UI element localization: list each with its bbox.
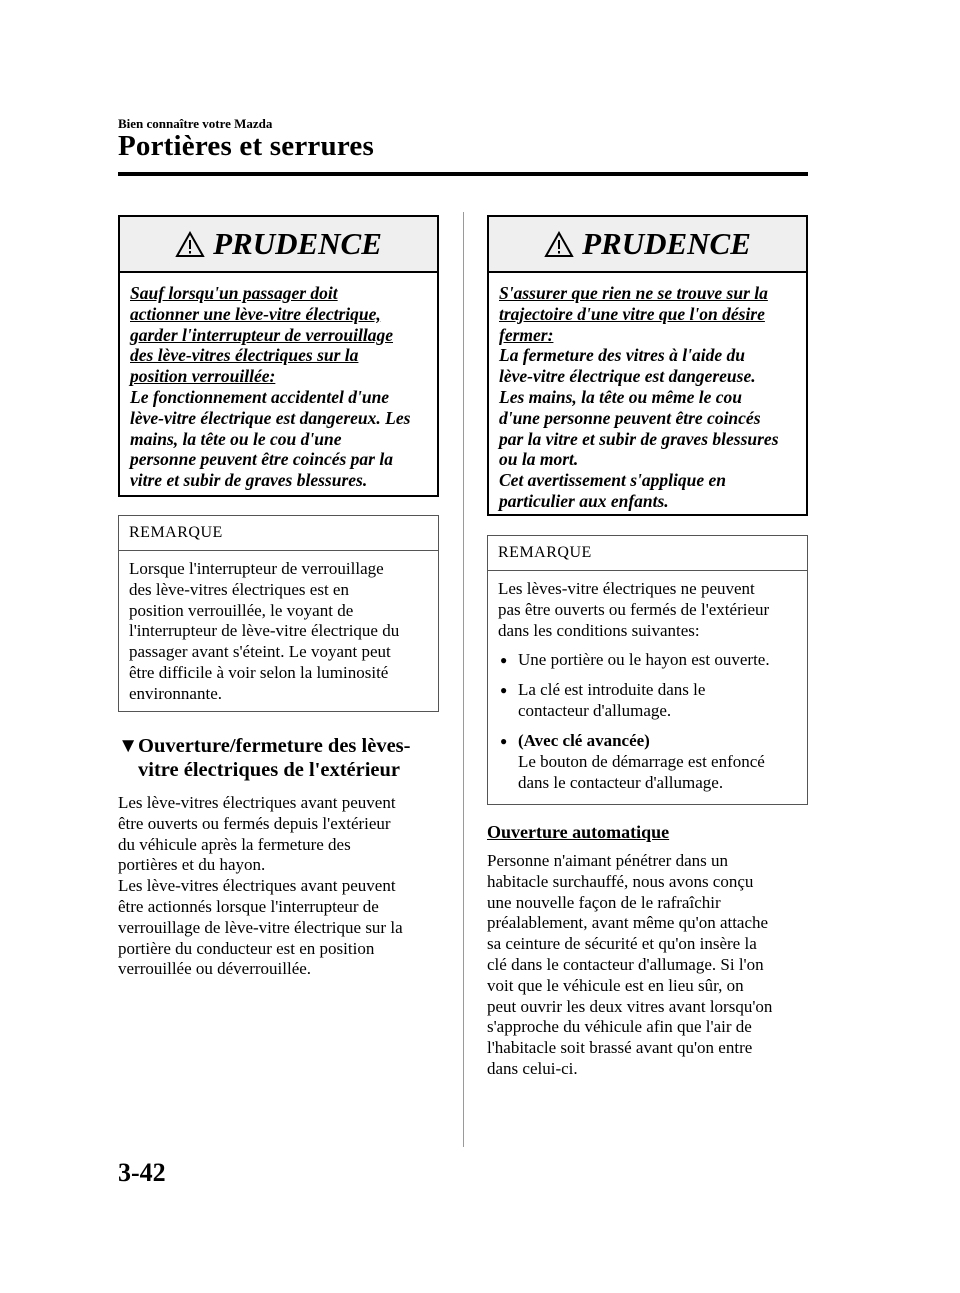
caution-header [489, 217, 806, 273]
body-line: voit que le véhicule est en lieu sûr, on [487, 975, 744, 995]
body-line: s'approche du véhicule afin que l'air de [487, 1017, 752, 1037]
bullet-icon: ● [500, 683, 508, 698]
bullet-item [498, 680, 799, 722]
note-title: REMARQUE [119, 516, 438, 551]
title-rule [118, 172, 808, 176]
body-paragraph-right [487, 851, 817, 1080]
note-title: REMARQUE [488, 536, 807, 571]
caution-text [120, 273, 437, 497]
subheading: Ouverture automatique [487, 822, 670, 842]
body-line: dans celui-ci. [487, 1058, 578, 1078]
caution-line: Les mains, la tête ou même le cou [499, 386, 743, 407]
bullet-line: Le bouton de démarrage est enfoncé [518, 751, 765, 771]
note-line: des lève-vitres électriques est en [129, 579, 349, 599]
note-line: environnante. [129, 683, 222, 703]
caution-box-right [487, 215, 808, 516]
caution-line: Sauf lorsqu'un passager doit [130, 283, 338, 303]
note-box-left [118, 515, 439, 712]
bullet-line: La clé est introduite dans le [518, 680, 706, 700]
body-line: l'habitacle soit brassé avant qu'on entre [487, 1038, 753, 1058]
caution-line: position verrouillée: [130, 366, 276, 387]
caution-title: PRUDENCE [582, 226, 751, 261]
page-title: Portières et serrures [118, 130, 374, 162]
caution-line: personne peuvent être coincés par la [130, 449, 393, 470]
body-line: verrouillée ou déverrouillée. [118, 959, 312, 979]
note-text [119, 551, 438, 711]
bullet-line: Une portière ou le hayon est ouverte. [518, 650, 770, 670]
note-line: l'interrupteur de lève-vitre électrique du [129, 621, 400, 641]
triangle-down-icon: ▼ [118, 735, 139, 757]
body-line: du véhicule après la fermeture des [118, 834, 351, 854]
caution-line: par la vitre et subir de graves blessures [499, 428, 779, 449]
caution-line: lève-vitre électrique est dangereuse. [499, 366, 756, 387]
body-line: Personne n'aimant pénétrer dans un [487, 851, 728, 870]
caution-line: des lève-vitres électriques sur la [130, 345, 359, 366]
note-line: passager avant s'éteint. Le voyant peut [129, 642, 391, 662]
caution-line: lève-vitre électrique est dangereux. Les [130, 407, 411, 428]
caution-line: actionner une lève-vitre électrique, [130, 303, 381, 324]
note-line: être difficile à voir selon la luminosité [129, 662, 389, 682]
body-line: sa ceinture de sécurité et qu'on insère la [487, 934, 757, 954]
body-line: une nouvelle façon de le rafraîchir [487, 892, 721, 912]
body-line: Les lève-vitres électriques avant peuvent [118, 793, 396, 812]
bullet-bold-line: (Avec clé avancée) [518, 730, 650, 750]
note-line: position verrouillée, le voyant de [129, 600, 354, 620]
caution-line: ou la mort. [499, 449, 579, 470]
bullet-item [498, 731, 799, 793]
bullet-line: contacteur d'allumage. [518, 701, 672, 721]
body-line: préalablement, avant même qu'on attache [487, 913, 769, 933]
note-line: Les lèves-vitre électriques ne peuvent [498, 579, 755, 598]
note-line: Lorsque l'interrupteur de verrouillage [129, 559, 384, 578]
heading-line: vitre électriques de l'extérieur [138, 759, 401, 781]
heading-line: Ouverture/fermeture des lèves- [138, 735, 411, 757]
caution-line: d'une personne peuvent être coincés [499, 407, 761, 428]
column-divider [463, 212, 464, 1147]
body-line: peut ouvrir les deux vitres avant lorsqu'on [487, 996, 773, 1016]
warning-triangle-icon [175, 231, 205, 258]
body-line: portières et du hayon. [118, 855, 266, 875]
body-paragraph-left [118, 793, 448, 980]
caution-line: Le fonctionnement accidentel d'une [130, 386, 390, 407]
caution-line: garder l'interrupteur de verrouillage [130, 324, 393, 345]
bullet-icon: ● [500, 733, 508, 748]
caution-text [489, 273, 806, 518]
caution-box-left [118, 215, 439, 497]
page-number: 3-42 [118, 1158, 166, 1187]
caution-line: trajectoire d'une vitre que l'on désire [499, 303, 765, 324]
body-line: être actionnés lorsque l'interrupteur de [118, 896, 379, 916]
caution-title: PRUDENCE [213, 226, 382, 261]
caution-line: La fermeture des vitres à l'aide du [499, 345, 745, 366]
body-line: portière du conducteur est en position [118, 938, 375, 958]
caution-line: vitre et subir de graves blessures. [130, 470, 368, 491]
body-line: verrouillage de lève-vitre électrique sur la [118, 917, 403, 937]
caution-line: particulier aux enfants. [499, 490, 669, 511]
caution-line: Cet avertissement s'applique en [499, 470, 727, 491]
caution-header [120, 217, 437, 273]
note-text [488, 571, 807, 799]
section-heading [118, 734, 448, 782]
note-box-right [487, 535, 808, 805]
warning-triangle-icon [544, 231, 574, 258]
body-line: être ouverts ou fermés depuis l'extérieur [118, 813, 391, 833]
body-line: habitacle surchauffé, nous avons conçu [487, 871, 754, 891]
note-line: dans les conditions suivantes: [498, 620, 700, 640]
caution-line: S'assurer que rien ne se trouve sur la [499, 283, 768, 303]
bullet-item [498, 650, 799, 671]
body-line: Les lève-vitres électriques avant peuvent [118, 876, 396, 896]
body-line: clé dans le contacteur d'allumage. Si l'on [487, 954, 764, 974]
note-line: pas être ouverts ou fermés de l'extérieur [498, 599, 770, 619]
caution-line: mains, la tête ou le cou d'une [130, 428, 342, 449]
caution-line: fermer: [499, 324, 554, 345]
section-label: Bien connaître votre Mazda [118, 116, 273, 131]
bullet-line: dans le contacteur d'allumage. [518, 772, 724, 792]
bullet-icon: ● [500, 653, 508, 668]
